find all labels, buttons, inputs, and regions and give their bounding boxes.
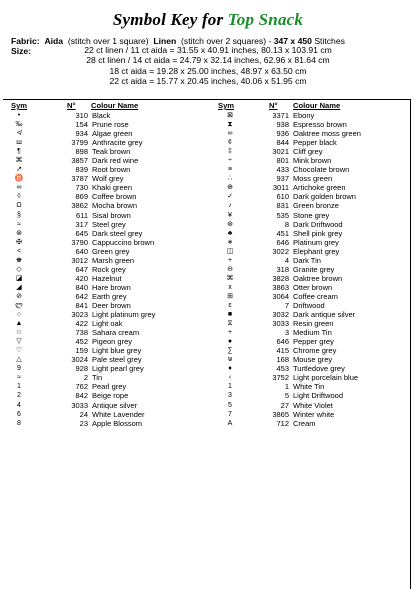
color-number: 839 — [75, 165, 88, 175]
color-name: Pigeon grey — [92, 337, 133, 347]
symbol: ∑ — [227, 347, 233, 355]
color-number: 934 — [75, 129, 88, 139]
color-name: White Tin — [293, 382, 325, 392]
color-number: 3032 — [272, 310, 289, 320]
color-number: 3863 — [272, 282, 289, 292]
header-num-left: N° — [67, 101, 76, 110]
color-number: 712 — [276, 418, 289, 428]
color-number: 3790 — [71, 237, 88, 247]
color-name: Cappuccino brown — [92, 237, 155, 247]
color-number: 1 — [284, 382, 289, 392]
color-number: 3064 — [272, 291, 289, 301]
color-name: Deer brown — [92, 300, 131, 310]
color-name: Medium Tin — [293, 328, 332, 338]
color-name: Driftwood — [293, 300, 325, 310]
symbol: ш — [16, 139, 22, 147]
symbol: △ — [16, 356, 22, 364]
symbol: 7 — [228, 410, 232, 418]
symbol: x — [228, 283, 232, 291]
symbol: ‹ — [228, 374, 232, 382]
color-name: Cream — [293, 418, 316, 428]
color-number: 738 — [75, 328, 88, 338]
color-number: 938 — [276, 120, 289, 130]
color-name: Steel grey — [92, 219, 126, 229]
symbol: ¶ — [17, 148, 21, 156]
symbol: + — [227, 256, 233, 264]
symbol: ○ — [16, 311, 22, 319]
color-name: Shell pink grey — [293, 228, 343, 238]
color-number: 159 — [75, 346, 88, 356]
color-name: Pepper black — [293, 138, 337, 148]
color-name: Khaki green — [92, 183, 133, 193]
color-number: 611 — [76, 210, 88, 220]
symbol: ⊛ — [227, 220, 233, 228]
symbol: 8 — [17, 419, 21, 427]
color-number: 3752 — [272, 373, 289, 383]
color-number: 937 — [276, 174, 289, 184]
color-name: Chocolate brown — [293, 165, 350, 175]
symbol: 1 — [17, 383, 21, 391]
color-number: 801 — [276, 156, 289, 166]
color-name: Rock grey — [92, 264, 126, 274]
color-name: Elephant grey — [293, 246, 340, 256]
color-name: Teak brown — [92, 147, 131, 157]
color-number: 936 — [276, 129, 289, 139]
color-number: 27 — [280, 400, 289, 410]
design-name: Top Snack — [227, 10, 304, 29]
color-name: Mocha brown — [92, 201, 138, 211]
color-name: Pearl grey — [92, 382, 127, 392]
color-number: 24 — [79, 409, 88, 419]
color-number: 535 — [276, 210, 289, 220]
symbol: ⊛ — [16, 229, 22, 237]
symbol: ⊠ — [227, 112, 233, 119]
color-name: Light Driftwood — [293, 391, 344, 401]
color-name: Oaktree moss green — [293, 129, 361, 139]
symbol: § — [17, 211, 21, 219]
symbol: ლ — [15, 301, 23, 309]
symbol: ⊞ — [227, 292, 233, 300]
color-number: 3828 — [272, 273, 289, 283]
color-number: 647 — [75, 264, 88, 274]
color-name: Light platinum grey — [92, 310, 156, 320]
color-name: Resin green — [293, 319, 334, 329]
color-number: 831 — [276, 201, 289, 211]
color-name: Coffee cream — [293, 291, 338, 301]
color-number: 3011 — [272, 183, 289, 193]
fabric-label: Fabric: — [11, 36, 40, 46]
color-number: 841 — [75, 300, 88, 310]
color-number: 3022 — [272, 246, 289, 256]
symbol: 1 — [228, 383, 232, 391]
color-number: 3021 — [272, 147, 289, 157]
header-num-right: N° — [269, 101, 278, 110]
color-name: Marsh green — [92, 255, 135, 265]
color-name: Espresso brown — [293, 120, 347, 130]
symbol: ≡ — [227, 166, 233, 174]
symbol: ✓ — [227, 193, 233, 201]
color-name: Hare brown — [92, 282, 131, 292]
color-name: Black — [92, 111, 111, 120]
color-number: 842 — [75, 391, 88, 401]
symbol: ¥ — [228, 211, 232, 219]
color-name: Dark red wine — [92, 156, 139, 166]
color-number: 168 — [276, 355, 289, 365]
color-number: 869 — [75, 192, 88, 202]
symbol: ▽ — [16, 338, 22, 346]
color-number: 3012 — [71, 255, 88, 265]
header-sym-left: Sym — [11, 101, 28, 110]
symbol: ◊ — [17, 193, 21, 201]
symbol: ◫ — [226, 247, 234, 255]
symbol: ⊖ — [227, 265, 233, 273]
symbol: 4 — [17, 401, 21, 409]
symbol: ▲ — [15, 320, 23, 328]
symbol: ∗ — [227, 238, 233, 246]
fabric-linen: Linen — [153, 36, 177, 46]
symbol: ♉ — [14, 175, 24, 183]
color-name: Coffee brown — [92, 192, 137, 202]
color-number: 646 — [276, 337, 289, 347]
symbol: ‰ — [15, 121, 23, 129]
color-name: Antique silver — [92, 400, 138, 410]
color-number: 3799 — [71, 138, 88, 148]
symbol: ↗ — [16, 166, 22, 174]
size-line: 18 ct aida = 19.28 x 25.00 inches, 48.97 x 63.50 cm — [109, 65, 307, 76]
color-name: Anthracite grey — [92, 138, 143, 148]
color-name: Artichoke green — [293, 183, 346, 193]
color-name: Cliff grey — [293, 147, 323, 157]
symbol: ∞ — [16, 184, 22, 192]
color-number: 840 — [75, 282, 88, 292]
color-name: Light blue grey — [92, 346, 142, 356]
title-prefix: Symbol Key for — [112, 10, 224, 29]
color-number: 317 — [75, 219, 88, 229]
color-number: 23 — [79, 418, 88, 428]
color-number: 730 — [75, 183, 88, 193]
color-name: Green bronze — [293, 201, 339, 211]
color-number: 3024 — [71, 355, 88, 365]
symbol: ◪ — [15, 274, 23, 282]
color-name: Granite grey — [293, 264, 335, 274]
color-number: 3023 — [71, 310, 88, 320]
color-number: 310 — [75, 111, 88, 120]
color-number: 5 — [284, 391, 289, 401]
fabric-linen-note: (stitch over 2 squares) - — [181, 36, 272, 46]
color-name: Light pearl grey — [92, 364, 144, 374]
symbol: ✠ — [16, 238, 22, 246]
symbol: ⌘ — [226, 274, 234, 282]
symbol: ◢ — [16, 283, 22, 291]
header-sym-right: Sym — [218, 101, 235, 110]
color-name: Ebony — [293, 111, 315, 120]
symbol: A — [227, 419, 233, 427]
color-number: 154 — [75, 120, 88, 130]
symbol: ⌘ — [15, 157, 23, 165]
symbol: 3 — [228, 392, 232, 400]
color-number: 3865 — [272, 409, 289, 419]
color-number: 415 — [276, 346, 289, 356]
fabric-aida-note: (stitch over 1 square) — [67, 36, 149, 46]
symbol: ♡ — [15, 347, 23, 355]
color-name: Sahara cream — [92, 328, 140, 338]
symbol: ● — [227, 338, 233, 346]
symbol: ÷ — [228, 157, 232, 165]
color-number: 318 — [276, 264, 289, 274]
color-number: 453 — [276, 364, 289, 374]
stitch-suffix: Stitches — [314, 36, 345, 46]
symbol: ∴ — [227, 175, 233, 183]
color-number: 452 — [75, 337, 88, 347]
symbol: < — [16, 247, 22, 255]
symbol: ⊘ — [16, 292, 22, 300]
color-name: Oaktree brown — [293, 273, 343, 283]
color-number: 422 — [75, 319, 88, 329]
color-number: 645 — [75, 228, 88, 238]
symbol: Ω — [16, 202, 22, 210]
color-number: 3033 — [71, 400, 88, 410]
size-line: 28 ct linen / 14 ct aida = 24.79 x 32.14 inches, 62.96 x 81.64 cm — [86, 55, 330, 66]
symbol: 5 — [228, 401, 232, 409]
color-name: Root brown — [92, 165, 131, 175]
color-number: 2 — [83, 373, 88, 383]
symbol: ♦ — [228, 365, 232, 373]
symbol: ♪ — [228, 202, 232, 210]
page-title — [0, 10, 416, 30]
color-number: 433 — [276, 165, 289, 175]
color-name: Winter white — [293, 409, 335, 419]
color-name: Pepper grey — [293, 337, 334, 347]
color-number: 3371 — [272, 111, 289, 120]
header-rule — [3, 99, 410, 100]
color-number: 7 — [284, 300, 289, 310]
color-name: Algae green — [92, 129, 133, 139]
color-name: Beige rope — [92, 391, 129, 401]
color-name: Sisal brown — [92, 210, 131, 220]
size-line: 22 ct aida = 15.77 x 20.45 inches, 40.06 x 51.95 cm — [109, 76, 307, 87]
symbol: ѡ — [227, 356, 233, 364]
size-line: 22 ct linen / 11 ct aida = 31.55 x 40.91 inches, 80.13 x 103.91 cm — [84, 45, 332, 55]
color-number: 3033 — [272, 319, 289, 329]
symbol: ≮ — [16, 130, 22, 138]
color-number: 762 — [75, 382, 88, 392]
symbol: ■ — [227, 311, 233, 319]
color-number: 451 — [276, 228, 289, 238]
color-name: Prune rose — [92, 120, 129, 130]
color-name: Earth grey — [92, 291, 127, 301]
color-number: 3787 — [71, 174, 88, 184]
header-name-left: Colour Name — [91, 101, 139, 110]
color-number: 646 — [276, 237, 289, 247]
color-name: Dark antique silver — [293, 310, 356, 320]
symbol: ◇ — [16, 265, 22, 273]
color-number: 3857 — [71, 156, 88, 166]
color-name: Platinum grey — [293, 237, 339, 247]
symbol: ♚ — [15, 256, 23, 264]
color-name: Apple Blossom — [92, 418, 143, 428]
symbol: ‡ — [228, 148, 232, 156]
color-name: Dark golden brown — [293, 192, 356, 202]
color-name: Dark Tin — [293, 255, 321, 265]
color-name: Light porcelain blue — [293, 373, 359, 383]
symbol: 2 — [17, 392, 21, 400]
symbol: ∞ — [227, 130, 233, 138]
size-lines — [0, 45, 416, 87]
symbol: ⧖ — [227, 320, 233, 328]
color-number: 928 — [75, 364, 88, 374]
color-number: 4 — [284, 255, 289, 265]
color-name: Mouse grey — [293, 355, 333, 365]
color-number: 610 — [276, 192, 289, 202]
symbol: ≈ — [17, 374, 21, 382]
color-number: 420 — [75, 273, 88, 283]
color-name: Pale steel grey — [92, 355, 142, 365]
color-number: 8 — [284, 219, 289, 229]
color-name: Moss green — [293, 174, 333, 184]
color-number: 898 — [75, 147, 88, 157]
color-name: Hazelnut — [92, 273, 122, 283]
color-number: 844 — [276, 138, 289, 148]
color-name: Otter brown — [293, 282, 333, 292]
header-name-right: Colour Name — [293, 101, 341, 110]
color-name: Mink brown — [293, 156, 332, 166]
symbol: 6 — [17, 410, 21, 418]
symbol: ≈ — [17, 220, 21, 228]
color-number: 3 — [284, 328, 289, 338]
color-name: Wolf grey — [92, 174, 124, 184]
color-name: Green grey — [92, 246, 130, 256]
symbol: ⊕ — [227, 184, 233, 192]
color-number: 640 — [75, 246, 88, 256]
color-name: Tin — [92, 373, 103, 383]
symbol: • — [17, 112, 21, 119]
color-name: Light oak — [92, 319, 123, 329]
color-number: 642 — [75, 291, 88, 301]
color-name: White Violet — [293, 400, 333, 410]
symbol: ⧗ — [227, 121, 233, 129]
stitch-count: 347 x 450 — [273, 36, 312, 46]
color-name: Chrome grey — [293, 346, 337, 356]
color-number: 3862 — [71, 201, 88, 211]
symbol: + — [227, 329, 233, 337]
symbol: ☆ — [15, 329, 23, 337]
fabric-aida: Aida — [44, 36, 64, 46]
color-name: Dark steel grey — [92, 228, 143, 238]
color-name: Stone grey — [293, 210, 330, 220]
color-name: White Lavender — [92, 409, 145, 419]
color-name: Turtledove grey — [293, 364, 345, 374]
symbol: ♣ — [227, 229, 233, 237]
symbol: ¢ — [228, 139, 232, 147]
symbol: ɛ — [228, 301, 232, 309]
size-label: Size: — [11, 46, 32, 56]
symbol: 9 — [17, 365, 21, 373]
color-name: Dark Driftwood — [293, 219, 343, 229]
right-border — [410, 99, 411, 589]
